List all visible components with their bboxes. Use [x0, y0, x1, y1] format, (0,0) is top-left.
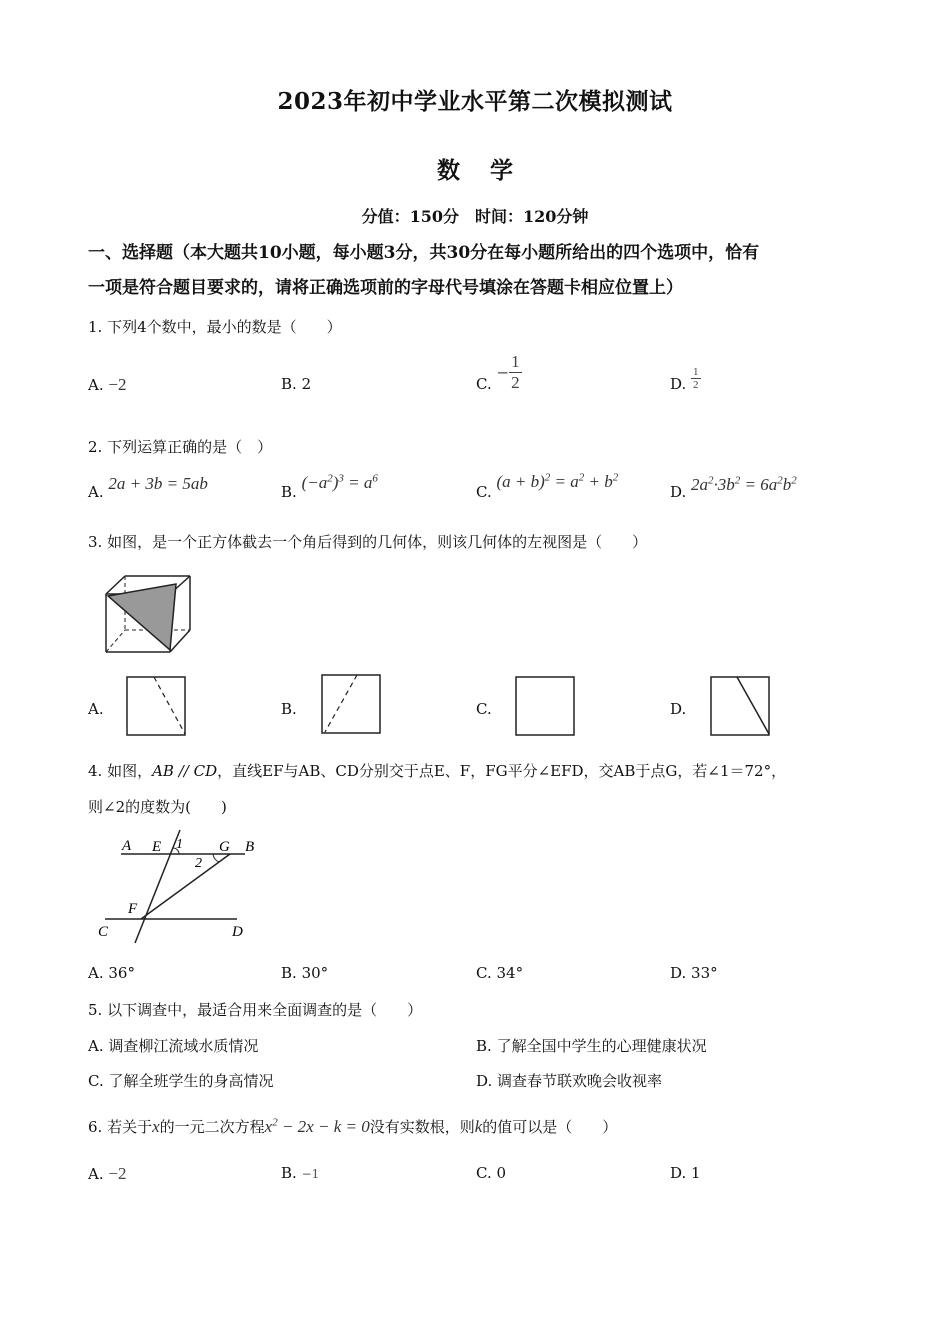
option-value: −2	[108, 375, 127, 394]
equation	[265, 1117, 370, 1136]
option-label: C.	[476, 483, 492, 501]
option-label: A.	[88, 1165, 104, 1183]
option-value: 1	[691, 1164, 701, 1182]
numerator: 1	[511, 352, 520, 371]
denominator: 2	[693, 379, 699, 391]
q1-option-a	[88, 375, 126, 395]
option-value: −1	[301, 1167, 320, 1181]
term: = a	[343, 472, 373, 492]
option-label: A.	[88, 483, 104, 501]
exponent: 2	[777, 474, 783, 486]
option-value: 36°	[108, 964, 135, 982]
q6-option-c	[476, 1164, 506, 1182]
q5-option-d	[476, 1070, 662, 1091]
term: 2a	[691, 474, 709, 494]
label-d: D	[232, 924, 243, 940]
term: ·3b	[713, 474, 735, 494]
cube-figure	[100, 568, 195, 660]
q4-option-d	[670, 964, 718, 982]
label-a: A	[122, 838, 132, 854]
option-label: D.	[670, 964, 687, 982]
q4-option-a	[88, 964, 135, 982]
exponent: 2	[791, 474, 797, 486]
stem-text: 的一元二次方程	[159, 1118, 265, 1136]
stem-text: 没有实数根，则	[369, 1118, 475, 1136]
option-value: 34°	[496, 964, 524, 982]
option-value: 33°	[691, 964, 718, 982]
label-c: C	[98, 924, 109, 940]
term: = 6a	[740, 474, 778, 494]
option-label: A.	[88, 376, 104, 394]
label-f: F	[128, 901, 138, 917]
option-label: B.	[476, 1037, 492, 1055]
term: = a	[550, 471, 579, 491]
q3-option-c-label: C.	[476, 700, 492, 718]
option-label: A.	[88, 964, 104, 982]
q3-option-b-figure	[321, 674, 383, 736]
angle-2-arc	[213, 854, 219, 862]
q6-option-a	[88, 1164, 126, 1184]
fraction	[509, 352, 522, 393]
q1-option-d	[670, 366, 701, 393]
option-value: 30°	[301, 964, 329, 982]
label-angle-1: 1	[176, 837, 183, 852]
label-b: B	[245, 839, 255, 855]
exponent: 2	[544, 471, 551, 483]
option-value: 0	[496, 1164, 507, 1182]
line-fg	[141, 854, 230, 919]
q6-stem	[88, 1116, 617, 1137]
option-value: 了解全国中学生的心理健康状况	[496, 1037, 707, 1055]
q3-option-a-label: A.	[88, 700, 104, 718]
term: x	[264, 1117, 273, 1136]
option-value: 调查春节联欢晚会收视率	[497, 1072, 663, 1090]
exponent: 2	[612, 471, 619, 483]
stem-text: CD	[193, 762, 218, 780]
q2-option-c	[476, 471, 618, 501]
option-value: 2a + 3b = 5ab	[108, 474, 208, 493]
option-label: C.	[476, 964, 492, 982]
subject-title: 数学	[437, 157, 543, 184]
numerator: 1	[693, 366, 699, 378]
stem-text: 6. 若关于	[88, 1118, 153, 1136]
stem-text: ，直线EF与AB、CD分别交于点E、F，FG平分∠EFD，交AB于点G，若∠1＝72°，	[217, 762, 787, 780]
option-value	[691, 475, 797, 494]
option-value: 了解全班学生的身高情况	[108, 1072, 274, 1090]
q3-option-d-label: D.	[670, 700, 687, 718]
exponent: 6	[372, 472, 378, 484]
q2-option-a	[88, 474, 208, 501]
exam-title: 2023年初中学业水平第二次模拟测试	[277, 88, 673, 115]
option-value: 调查柳江流域水质情况	[108, 1037, 259, 1055]
option-label: D.	[476, 1072, 493, 1090]
option-label: B.	[281, 375, 297, 393]
q3-option-a-figure	[126, 676, 188, 738]
q5-option-a	[88, 1035, 258, 1056]
option-label: C.	[88, 1072, 104, 1090]
q2-stem: 2. 下列运算正确的是（ ）	[88, 438, 273, 456]
option-label: D.	[670, 483, 687, 501]
option-label: B.	[281, 483, 297, 501]
q3-option-d-figure	[710, 676, 772, 738]
q5-stem: 5. 以下调查中，最适合用来全面调查的是（ ）	[88, 1001, 423, 1019]
q4-stem-line2: 则∠2的度数为( )	[88, 798, 227, 816]
q4-stem-line1	[88, 760, 786, 781]
q6-option-d	[670, 1164, 701, 1182]
q3-stem: 3. 如图，是一个正方体截去一个角后得到的几何体，则该几何体的左视图是（ ）	[88, 533, 648, 551]
exponent: 2	[708, 474, 714, 486]
term: − 2x − k = 0	[277, 1117, 370, 1136]
fraction	[691, 366, 701, 391]
exponent: 3	[338, 472, 344, 484]
exponent: 2	[734, 474, 741, 486]
q5-option-c	[88, 1070, 274, 1091]
q2-option-d	[670, 474, 797, 501]
option-value	[497, 472, 619, 491]
stem-text: AB	[152, 762, 174, 780]
q4-option-c	[476, 964, 523, 982]
option-label: A.	[88, 1037, 104, 1055]
label-g: G	[219, 839, 230, 855]
term: (a + b)	[496, 471, 545, 491]
option-label: B.	[281, 1164, 297, 1182]
stem-text: 4. 如图，	[88, 762, 153, 780]
term: )	[332, 472, 339, 492]
exponent: 2	[272, 1116, 278, 1129]
q3-option-c-figure	[515, 676, 577, 738]
label-angle-2: 2	[195, 856, 202, 871]
q1-option-c	[476, 352, 522, 393]
term: + b	[584, 471, 613, 491]
exponent: 2	[578, 471, 585, 483]
variable-k: k	[474, 1117, 483, 1136]
option-label: B.	[281, 964, 297, 982]
option-value: 2	[301, 375, 312, 393]
term: b	[782, 474, 792, 494]
stem-text: 的值可以是（ ）	[482, 1118, 618, 1136]
option-value	[302, 473, 378, 492]
q2-option-b	[281, 472, 378, 501]
q3-option-b-label: B.	[281, 700, 297, 718]
option-label: D.	[670, 1164, 687, 1182]
q4-option-b	[281, 964, 328, 982]
option-value: −2	[108, 1164, 127, 1183]
stem-text: //	[173, 762, 194, 780]
q1-stem: 1. 下列4个数中，最小的数是（ ）	[88, 318, 342, 336]
label-e: E	[152, 839, 162, 855]
variable-x: x	[152, 1117, 160, 1136]
exam-meta: 分值：150分 时间：120分钟	[361, 207, 589, 226]
section-heading-line2: 一项是符合题目要求的，请将正确选项前的字母代号填涂在答题卡相应位置上）	[88, 278, 683, 298]
parallel-lines-figure	[95, 826, 265, 946]
q5-option-b	[476, 1035, 707, 1056]
q1-option-b	[281, 375, 311, 393]
fraction-sign: −	[496, 363, 510, 382]
q6-option-b	[281, 1164, 319, 1182]
denominator: 2	[511, 373, 520, 392]
term: (−a	[301, 472, 328, 492]
section-heading-line1: 一、选择题（本大题共10小题，每小题3分，共30分在每小题所给出的四个选项中，恰有	[88, 243, 760, 263]
option-label: C.	[476, 375, 492, 393]
exponent: 2	[327, 472, 333, 484]
option-label: C.	[476, 1164, 492, 1182]
option-label: D.	[670, 375, 687, 393]
